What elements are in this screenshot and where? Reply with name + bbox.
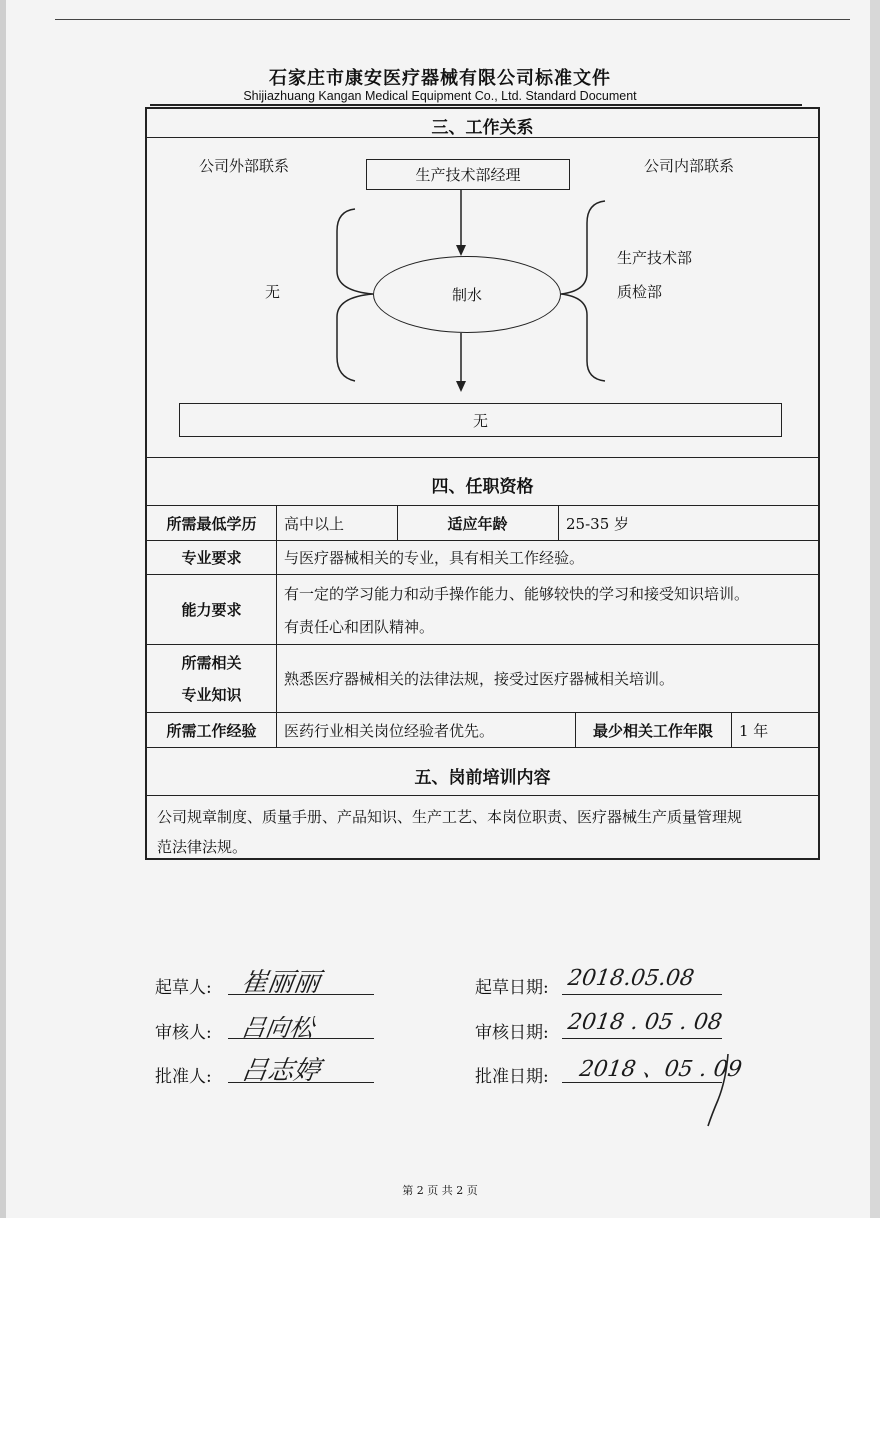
ability-value-line: 有一定的学习能力和动手操作能力、能够较快的学习和接受知识培训。	[284, 584, 750, 603]
internal-contact-item: 生产技术部	[617, 249, 693, 267]
approve-date-label: 批准日期:	[475, 1067, 549, 1087]
signature-line	[562, 1038, 722, 1039]
internal-contact-item: 质检部	[617, 283, 663, 301]
header-rule	[150, 104, 802, 106]
approver-signature: 吕志婷	[239, 1056, 322, 1086]
divider	[558, 506, 559, 540]
years-label: 最少相关工作年限	[592, 721, 713, 740]
drafter-signature: 崔丽丽	[239, 968, 322, 998]
review-date-value: 2018 . 05 . 08	[566, 1010, 724, 1035]
divider	[147, 747, 818, 748]
approver-label: 批准人:	[155, 1067, 212, 1087]
knowledge-label-line: 专业知识	[181, 685, 242, 704]
company-title-en: Shijiazhuang Kangan Medical Equipment Co., Ltd. Standard Document	[243, 89, 637, 103]
relationship-diagram	[147, 109, 818, 469]
pen-stroke-mark	[700, 1050, 740, 1130]
company-title-cn: 石家庄市康安医疗器械有限公司标准文件	[269, 68, 611, 89]
signature-line	[228, 1082, 374, 1083]
external-contact-value: 无	[265, 283, 281, 301]
age-label: 适应年龄	[447, 514, 508, 533]
left-brace-icon	[337, 209, 373, 381]
major-label: 专业要求	[181, 549, 242, 567]
subordinate-box: 无	[179, 403, 782, 437]
divider	[147, 795, 818, 796]
education-value: 高中以上	[284, 514, 345, 533]
draft-date-label: 起草日期:	[475, 978, 549, 998]
internal-contact-label: 公司内部联系	[644, 157, 735, 175]
ability-label: 能力要求	[181, 601, 242, 619]
training-content-line: 范法律法规。	[157, 837, 248, 856]
external-contact-label: 公司外部联系	[199, 157, 290, 175]
education-label: 所需最低学历	[166, 514, 257, 533]
reviewer-label: 审核人:	[155, 1023, 212, 1043]
scan-edge-right	[870, 0, 880, 1218]
arrowhead-icon	[456, 381, 466, 392]
section5-title: 五、岗前培训内容	[414, 768, 551, 788]
knowledge-value: 熟悉医疗器械相关的法律法规，接受过医疗器械相关培训。	[284, 670, 675, 688]
experience-label: 所需工作经验	[166, 721, 257, 740]
section3-title: 三、工作关系	[431, 118, 534, 138]
signature-line	[562, 1082, 722, 1083]
signature-line	[228, 994, 374, 995]
position-ellipse: 制水	[373, 256, 561, 333]
training-content-line: 公司规章制度、质量手册、产品知识、生产工艺、本岗位职责、医疗器械生产质量管理规	[157, 807, 743, 826]
review-date-label: 审核日期:	[475, 1023, 549, 1043]
ability-value-line: 有责任心和团队精神。	[284, 617, 435, 636]
age-value: 25-35 岁	[566, 514, 630, 533]
drafter-label: 起草人:	[155, 978, 212, 998]
arrowhead-icon	[456, 245, 466, 256]
divider	[731, 713, 732, 747]
document-table	[145, 107, 820, 860]
reviewer-signature: 吕向松	[239, 1014, 316, 1042]
page-number: 第 2 页 共 2 页	[402, 1184, 478, 1197]
divider	[147, 457, 818, 458]
superior-box: 生产技术部经理	[366, 159, 570, 190]
knowledge-label-line: 所需相关	[181, 653, 242, 672]
top-rule	[55, 19, 850, 20]
major-value: 与医疗器械相关的专业，具有相关工作经验。	[284, 549, 585, 567]
draft-date-value: 2018.05.08	[566, 966, 696, 991]
section4-title: 四、任职资格	[431, 477, 534, 497]
years-value: 1 年	[739, 721, 769, 740]
approve-date-value: 2018 、05 . 09	[577, 1057, 744, 1082]
right-brace-icon	[561, 201, 605, 381]
divider	[276, 506, 277, 747]
scan-edge-left	[0, 0, 6, 1218]
signature-line	[562, 994, 722, 995]
experience-value: 医药行业相关岗位经验者优先。	[284, 721, 495, 740]
signature-line	[228, 1038, 374, 1039]
